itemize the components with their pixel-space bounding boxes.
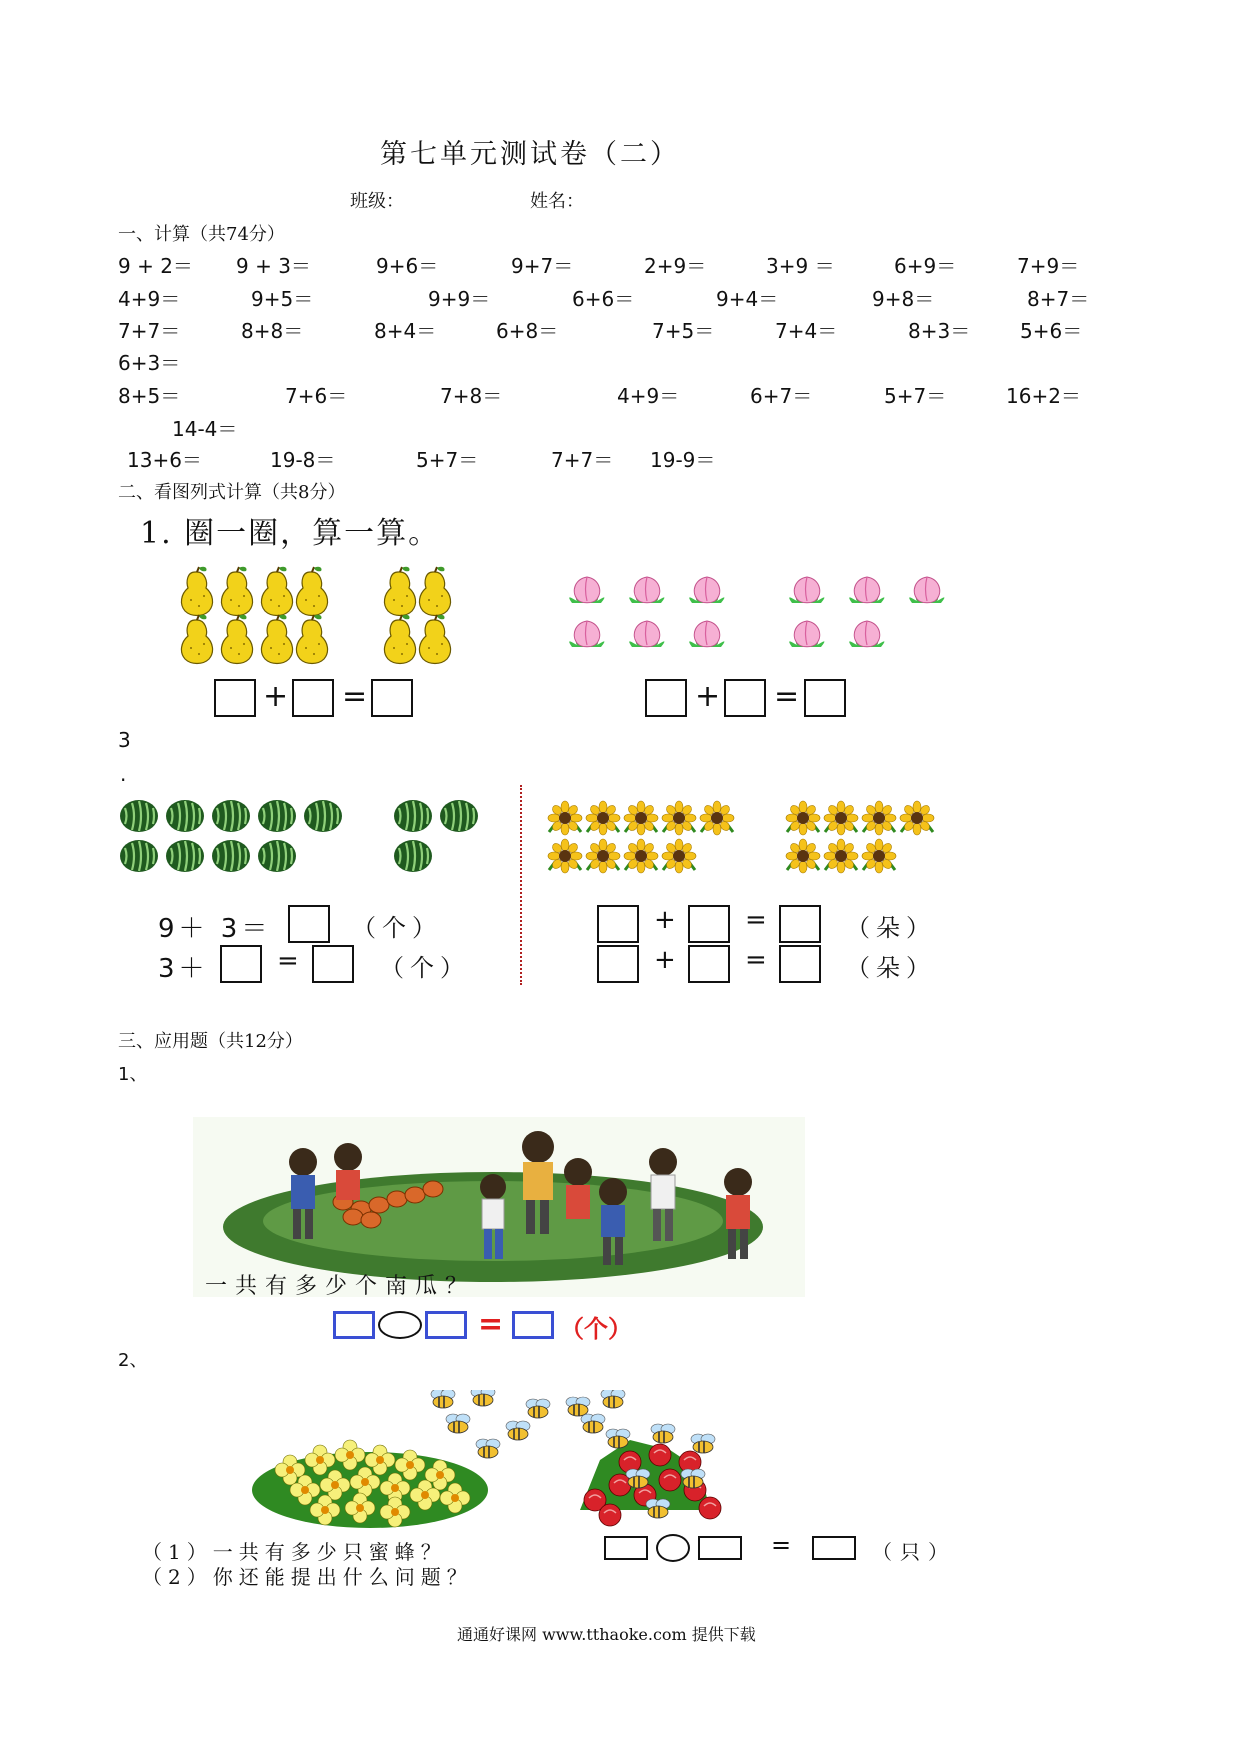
answer-box[interactable]: [597, 905, 639, 943]
answer-box[interactable]: [220, 945, 262, 983]
unit-ge: （个）: [352, 914, 442, 942]
calc-item: 8+3＝: [908, 319, 971, 343]
answer-box[interactable]: [604, 1536, 648, 1560]
answer-box[interactable]: [779, 945, 821, 983]
peaches-picture: [565, 565, 965, 665]
calc-item: 6+9＝: [894, 254, 957, 278]
calc-item: 6+7＝: [750, 384, 813, 408]
calc-item: 8+8＝: [241, 319, 304, 343]
calc-item: 7+7＝: [551, 448, 614, 472]
plus-sign: +: [654, 905, 676, 935]
operator-circle[interactable]: [656, 1534, 690, 1562]
section-2-heading: 二、看图列式计算（共8分）: [118, 482, 346, 503]
calc-item: 9+7＝: [511, 254, 574, 278]
calc-item: 9+6＝: [376, 254, 439, 278]
calc-item: 19-8＝: [270, 448, 336, 472]
calc-item: 4+9＝: [617, 384, 680, 408]
calc-item: 5+7＝: [884, 384, 947, 408]
page-title: 第七单元测试卷（二）: [380, 139, 680, 170]
unit-zhi: （只）: [872, 1540, 956, 1564]
unit-duo: （朵）: [846, 914, 936, 942]
equals-sign: =: [745, 945, 767, 975]
calc-item: 9 + 3＝: [236, 254, 311, 278]
calc-item: 19-9＝: [650, 448, 716, 472]
problem-3-number: 3: [118, 728, 131, 752]
melon-eq2-left: 3＋: [158, 954, 209, 984]
calc-item: 7+9＝: [1017, 254, 1080, 278]
answer-box[interactable]: [214, 679, 256, 717]
calc-item: 2+9＝: [644, 254, 707, 278]
calc-item: 16+2＝: [1006, 384, 1081, 408]
melon-eq1-left: 9＋ 3＝: [158, 914, 272, 944]
class-label: 班级：: [350, 191, 404, 212]
answer-box[interactable]: [292, 679, 334, 717]
calc-item: 9+9＝: [428, 287, 491, 311]
answer-box[interactable]: [804, 679, 846, 717]
plus-sign: +: [263, 679, 289, 714]
section-1-heading: 一、计算（共74分）: [118, 224, 285, 245]
equals-sign: =: [771, 1531, 792, 1559]
answer-box[interactable]: [645, 679, 687, 717]
answer-box[interactable]: [371, 679, 413, 717]
question-1-number: 1、: [118, 1064, 148, 1085]
equals-sign: =: [277, 946, 299, 976]
answer-box[interactable]: [425, 1311, 467, 1339]
sunflowers-picture: [543, 800, 963, 880]
answer-box[interactable]: [724, 679, 766, 717]
calc-item: 7+6＝: [285, 384, 348, 408]
pears-picture: [175, 560, 475, 665]
answer-box[interactable]: [688, 905, 730, 943]
pumpkin-scene: [193, 1117, 805, 1297]
watermelons-picture: [118, 798, 498, 878]
answer-box[interactable]: [312, 945, 354, 983]
calc-item: 7+7＝: [118, 319, 181, 343]
operator-circle[interactable]: [378, 1311, 422, 1339]
answer-box[interactable]: [288, 905, 330, 943]
calc-item: 9 + 2＝: [118, 254, 193, 278]
plus-sign: +: [654, 945, 676, 975]
problem-3-dot: .: [120, 762, 127, 786]
calc-item: 8+7＝: [1027, 287, 1090, 311]
bee-question-2: （2）你还能提出什么问题？: [142, 1565, 473, 1589]
calc-item: 5+7＝: [416, 448, 479, 472]
bee-question-1: （1）一共有多少只蜜蜂？: [142, 1540, 447, 1564]
calc-item: 6+3＝: [118, 351, 181, 375]
calc-item: 9+8＝: [872, 287, 935, 311]
calc-item: 7+5＝: [652, 319, 715, 343]
calc-item: 3+9 ＝: [766, 254, 835, 278]
answer-box[interactable]: [698, 1536, 742, 1560]
calc-item: 7+8＝: [440, 384, 503, 408]
calc-item: 9+5＝: [251, 287, 314, 311]
answer-box[interactable]: [779, 905, 821, 943]
page-footer: 通通好课网 www.tthaoke.com 提供下载: [457, 1625, 756, 1644]
section-3-heading: 三、应用题（共12分）: [118, 1031, 303, 1052]
name-label: 姓名：: [530, 191, 584, 212]
answer-box[interactable]: [512, 1311, 554, 1339]
answer-box[interactable]: [597, 945, 639, 983]
unit-duo: （朵）: [846, 954, 936, 982]
equals-sign: =: [478, 1307, 504, 1342]
calc-item: 4+9＝: [118, 287, 181, 311]
answer-box[interactable]: [688, 945, 730, 983]
answer-box[interactable]: [333, 1311, 375, 1339]
calc-item: 6+6＝: [572, 287, 635, 311]
equals-sign: =: [342, 679, 368, 714]
question-2-number: 2、: [118, 1350, 148, 1371]
calc-item: 14-4＝: [172, 417, 238, 441]
pumpkin-caption: 一共有多少个南瓜？: [205, 1274, 476, 1299]
calc-item: 7+4＝: [775, 319, 838, 343]
plus-sign: +: [695, 679, 721, 714]
unit-ge: （个）: [380, 954, 470, 982]
answer-box[interactable]: [812, 1536, 856, 1560]
calc-item: 9+4＝: [716, 287, 779, 311]
calc-item: 13+6＝: [127, 448, 202, 472]
equals-sign: =: [774, 679, 800, 714]
calc-item: 8+4＝: [374, 319, 437, 343]
bees-scene: [250, 1390, 890, 1530]
calc-item: 8+5＝: [118, 384, 181, 408]
calc-item: 6+8＝: [496, 319, 559, 343]
divider-line: [520, 785, 522, 985]
equals-sign: =: [745, 905, 767, 935]
problem-1-heading: 1. 圈一圈，算一算。: [140, 516, 441, 551]
unit-ge-blue: （个）: [560, 1315, 632, 1343]
calc-item: 5+6＝: [1020, 319, 1083, 343]
